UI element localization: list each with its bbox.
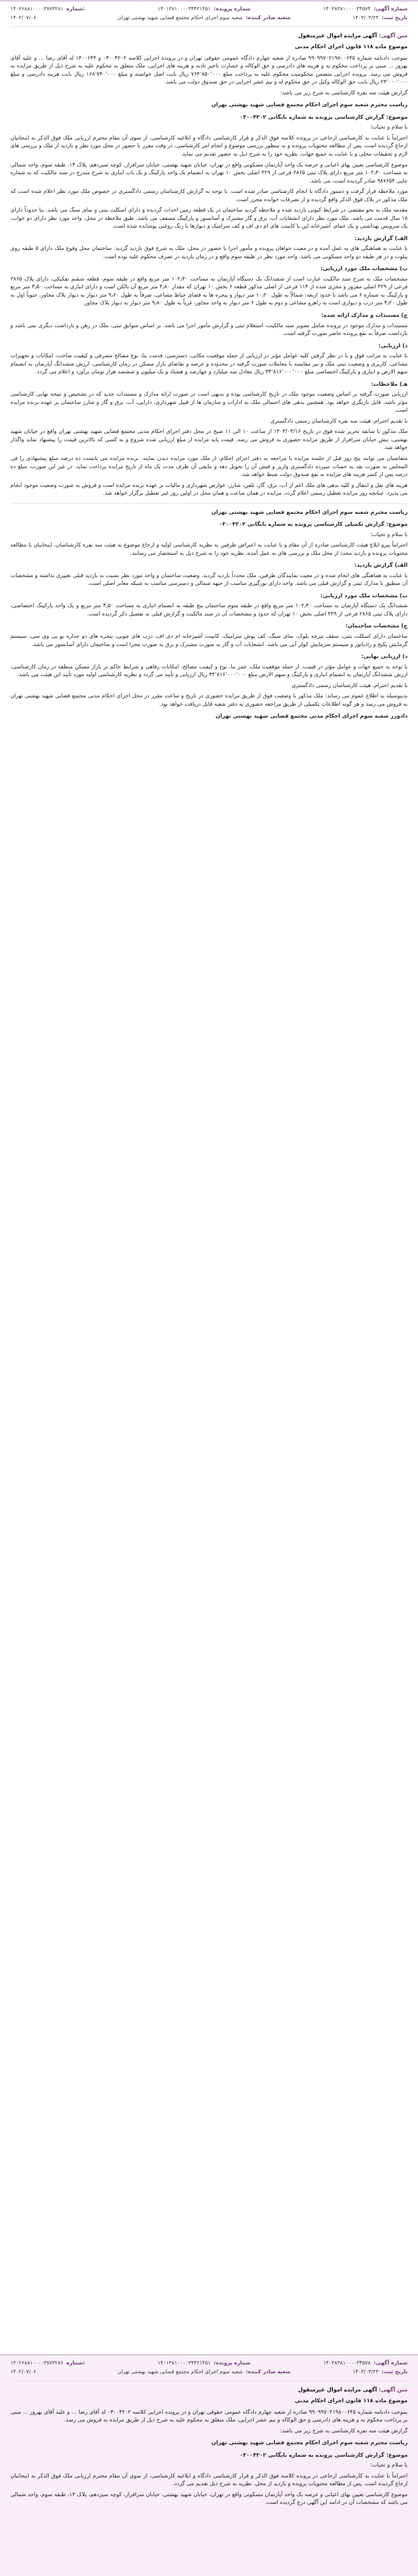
file-number: ۱۴۰۱۳۸۱۰۰۰۰۳۴۴۲۱۴۵۱ (158, 6, 211, 12)
notice-title: آگهی مزایده اموال غیرمنقول (298, 32, 377, 39)
notice-topic: موضوع ماده ۱۱۸ قانون اجرای احکام مدنی (295, 44, 408, 50)
paragraph: احتراماً پیرو ابلاغ هیئت کارشناسی صادره از آن مقام و با عنایت به اعتراض طرفین به نظریه کارشناسی اولیه و ارجاع موضوع به هیئت سه نفره کارشناسان، اینجانبان با مطالعه محتویات پرونده و بازدید مجدد از محل ملک و بررسی های به عمل آمده، نظریه خود را به شرح ذیل به استحضار می رسانند. (10, 542, 408, 556)
report-subject: موضوع: گزارش کارشناسی پرونده به شماره بایگانی ۰۳۰۰۴۲۰۲ (240, 2452, 408, 2458)
notice-header-left (10, 2360, 85, 2376)
notice-header-center (118, 2360, 291, 2376)
section-heading: ب) مشخصات ملک مورد ارزیابی: (321, 592, 408, 599)
report-subject: موضوع: گزارش تکمیلی کارشناسی پرونده به شماره بایگانی ۰۳۰۰۴۲۰۲ (219, 521, 408, 528)
notice-header-right (323, 2360, 408, 2376)
paragraph: احتراماً با عنایت به کارشناسی ارجاعی در پرونده کلاسه فوق الذکر و قرار کارشناسی دادگاه و ابلاغیه کارشناسی، از سوی آن مقام محترم ارزیابی ملک فوق الذکر به اینجانبان ارجاع گردیده است. پس از مطالعه محتویات پرونده و بازدید از محل، نظریه به شرح ذیل تقدیم می گردد. (10, 2472, 408, 2487)
file-number: ۱۴۰۱۳۸۱۰۰۰۰۳۴۴۲۱۴۵۱ (158, 2360, 211, 2366)
paragraph: ارزیابی صورت گرفته بر اساس وضعیت موجود ملک در تاریخ کارشناسی بوده و بدیهی است در صورت ارائه مدارک و مستندات جدید که در تشخیص و نتیجه نهایی کارشناسی مؤثر باشد، قابل بازنگری خواهد بود. همچنین بدهی های احتمالی ملک به ادارات و سازمان ها از قبیل شهرداری، دارایی، آب، برق و گاز و شارژ ساختمان بر عهده برنده مزایده است. (10, 391, 408, 414)
report-subject: موضوع: گزارش کارشناسی پرونده به شماره بایگانی ۰۳۰۰۴۲۰۲ (240, 114, 408, 120)
signature: دادورز شعبه سوم اجرای احکام مدنی مجتمع قضایی شهید بهشتی تهران (215, 713, 408, 720)
paragraph: احتراماً با عنایت به کارشناسی ارجاعی در پرونده کلاسه فوق الذکر و قرار کارشناسی دادگاه و ابلاغیه کارشناسی، از سوی آن مقام محترم ارزیابی ملک فوق الذکر به اینجانبان ارجاع گردیده است. پس از مطالعه محتویات پرونده و به منظور بررسی موضوع و انجام امر کارشناسی، در وقت مقرر با حضور در محل مورد نظر و بازدید از ملک و بررسی های لازم و تحقیقات محلی و با عنایت به جمیع جهات، نظریه خود را به شرح ذیل به حضور تقدیم می نماید. (10, 134, 408, 157)
notice-text-label: متن آگهی: (379, 2386, 408, 2393)
paragraph: ملک مذکور با سابقه تحریر شده فوق در تاریخ ۱۴۰۳/۰۴/۱۶ از ساعت ۱۰ الی ۱۱ صبح در محل دفتر اجرای احکام مدنی مجتمع قضایی شهید بهشتی تهران واقع در خیابان شهید بهشتی، نبش خیابان سرافراز از طریق مزایده حضوری به فروش می رسد. قیمت پایه مزایده از مبلغ ارزیابی شده شروع و به کسی که بالاترین قیمت را پیشنهاد نماید واگذار خواهد شد. (10, 428, 408, 451)
paragraph: مستندات و مدارک موجود در پرونده شامل تصویر سند مالکیت، استعلام ثبتی و گزارش مأمور اجرا می باشد. بر اساس سوابق ثبتی، ملک در رهن و بازداشت دیگری نمی باشد و بازداشت صرفاً به نفع پرونده حاضر صورت گرفته است. (10, 322, 408, 337)
section-heading: الف) گزارش بازدید: (354, 562, 408, 569)
paragraph: با تقدیم احترام، هیئت سه نفره کارشناسان رسمی دادگستری (270, 417, 408, 424)
paragraph: مورد ملاحظه قرار گرفت و دستور دادگاه با انجام کارشناسی صادر شده است. با توجه به گزارش کارشناسان رسمی دادگستری در خصوص ملک مورد نظر اعلام شده است که ملک مذکور در پلاک فوق الذکر واقع گردیده و از تصرفات خوانده محرز است. (10, 188, 408, 203)
reference-number: ۱۴۰۲۶۸۸۱۰۰۰۰۳۷۷۳۲۸۱ (10, 6, 64, 12)
issuing-branch: شعبه سوم اجرای احکام مجتمع قضایی شهید بهشتی تهران (117, 15, 243, 21)
section-heading: ج) مشخصات ساختمان: (345, 623, 408, 629)
addressee: ریاست محترم شعبه سوم اجرای احکام مجتمع قضایی شهید بهشتی تهران (211, 2440, 408, 2446)
file-number-label: شماره پرونده: (214, 2360, 251, 2366)
notice-number-label: شماره آگهی: (373, 6, 408, 12)
reference-number-label: شماره: (66, 2360, 86, 2366)
paragraph: مشخصات ملک به شرح سند مالکیت عبارت است از ششدانگ یک دستگاه آپارتمان به مساحت ۱۰۲٫۴۰ متر مربع واقع در طبقه سوم، قطعه ششم تفکیکی، دارای پلاک ۲۸۶۵ فرعی از ۴۲۹ اصلی مفروز و مجزی شده از ۱۱۴ فرعی از اصلی مذکور قطعه ۶ بخش ۱۰ تهران که مقدار ۴٫۸۰ متر مربع آن بالکن است و دارای انباری به مساحت ۳٫۵۰ متر مربع و پارکینگ به شماره ۶ می باشد با حدود اربعه: شمالاً به طول ۱۰٫۲۰ متر دیوار و پنجره ها به فضای حیاط مشاعی، شرقاً به طول ۹٫۶۰ متر دیوار به دیوار پلاک مجاور، جنوباً اول به طول ۴٫۲۰ متر درب و دیواری است به راهرو مشاعی و دوم به طول ۶ متر دیوار به واحد مجاور، غرباً به طول ۹٫۸۰ متر دیوار به دیوار پلاک مجاور. (10, 275, 408, 306)
notice-subject (10, 2386, 408, 2395)
paragraph: بموجب دادنامه شماره ۹۹۰۹۹۷۰۲۱۹۸۰۰۶۴۵ صادره از شعبه چهارم دادگاه عمومی حقوقی تهران و در پرونده اجرایی کلاسه ۰۳۰۰۴۲۰۲ و ۱۴۰۰۶۴۴ له آقای رضا ... و علیه آقای بهروز ... مبنی بر پرداخت محکوم به و هزینه های دادرسی و حق الوکاله و خسارت تاخیر تادیه و هزینه های اجرایی، ملک متعلق به محکوم علیه به شرح ذیل از طریق مزایده به فروش می رسد. پرونده اجرایی متضمن محکومیت محکوم علیه به پرداخت مبلغ ۷۶۴٬۸۵۰٬۰۰۰ ریال بابت اصل خواسته و مبلغ ۱۶۸٬۷۴۰٬۰۰۰ ریال بابت هزینه دادرسی و مبلغ ۲۴٬۰۰۰٬۰۰۰ ریال بابت حق الوکاله وکیل در حق محکوم له و نیم عشر اجرایی در حق صندوق دولت می باشد. (10, 54, 408, 86)
notice-header-right (323, 6, 408, 22)
section-heading: ج) مستندات و مدارک ارائه شده: (321, 312, 408, 318)
paragraph: مقدمه ملک به نحو مقتضی در شرایط کنونی بازدید شده و ملاحظه گردید ساختمان در یک قطعه زمین احداث گردیده و دارای اسکلت بتنی و نمای سنگ می باشد. بنا حدوداً دارای ۱۸ سال قدمت می باشد. ملک مورد نظر دارای انشعابات آب، برق و گاز مشترک و آسانسور و پارکینگ مسقف می باشد. طبق ملاحظه در محل، واحد مورد نظر دارای دو خواب، یک سرویس بهداشتی و یک حمام، آشپزخانه اپن با کابینت های ام دی اف و کف سرامیک و دیوارها با رنگ روغنی پوشانده شده است. (10, 207, 408, 230)
paragraph: با تقدیم احترام، هیئت کارشناسان رسمی دادگستری (291, 682, 408, 689)
registration-date-label: تاریخ ثبت: (381, 15, 408, 21)
registration-date: ۱۴۰۳/۰۳/۲۳ (353, 15, 379, 21)
section-heading: ب) مشخصات ملک مورد ارزیابی: (321, 265, 408, 272)
section-heading: د) ارزیابی: (378, 342, 408, 349)
registration-date-label: تاریخ ثبت: (381, 2369, 408, 2375)
file-number-label: شماره پرونده: (214, 6, 251, 12)
paragraph: ششدانگ یک دستگاه آپارتمان به مساحت ۱۰۲٫۴۰ متر مربع واقع در طبقه سوم ساختمان پنج طبقه به انضمام انباری به مساحت ۳٫۵۰ متر مربع و یک واحد پارکینگ اختصاصی، دارای پلاک ثبتی ۲۸۶۵ فرعی از ۴۲۹ اصلی بخش ۱۰ تهران که حدود و مشخصات آن در سند مالکیت و گزارش قبلی به تفصیل ذکر گردیده است. (10, 603, 408, 617)
notice-header (10, 2356, 408, 2381)
notice-header-left (10, 6, 85, 22)
reference-date: ۱۴۰۲/۰۷/۰۶ (10, 2369, 36, 2375)
notice-subject (10, 32, 408, 40)
reference-date: ۱۴۰۲/۰۷/۰۶ (10, 15, 36, 21)
reference-number: ۱۴۰۲۶۸۸۱۰۰۰۰۳۷۷۳۲۸۶ (10, 2360, 64, 2366)
paragraph: ساختمان دارای اسکلت بتنی، سقف تیرچه بلوک، نمای سنگ، کف پوش سرامیک، کابینت آشپزخانه ام دی اف، درب های چوبی، پنجره های دو جداره یو پی وی سی، سیستم گرمایش پکیج و رادیاتور و سیستم سرمایش کولر آبی می باشد. انشعابات آب و گاز به صورت مشترک و برق به صورت مجزا است و ساختمان دارای آسانسور می باشد. (10, 633, 408, 648)
paragraph: بدینوسیله به اطلاع عموم می رساند: ملک مذکور با وضعیت فوق از طریق مزایده حضوری در تاریخ و ساعت مقرر در محل اجرای احکام مدنی مجتمع قضایی شهید بهشتی تهران به فروش می رسد و هر گونه اطلاعات تکمیلی از طریق مراجعه حضوری به دفتر شعبه قابل دریافت خواهد بود. (10, 693, 408, 707)
paragraph: با توجه به جمیع جهات و عوامل مؤثر در قیمت، از جمله موقعیت ملک، عمر بنا، نوع و کیفیت مصالح، امکانات رفاهی و شرایط حاکم بر بازار مسکن منطقه در زمان کارشناسی، ارزش ششدانگ آپارتمان به انضمام انباری و پارکینگ و سهم الارض مبلغ ۳۴٬۸۱۶٬۰۰۰٬۰۰۰ ریال ارزیابی و تأیید می گردد و نظریه کارشناسی اولیه مورد تأیید این هیئت می باشد. (10, 663, 408, 678)
issuing-branch-label: شعبه صادر کننده: (245, 2369, 291, 2375)
notice-number: ۱۴۰۳۸۳۸۱۰۰۰۰۳۴۵۷۴ (323, 6, 371, 12)
notice-2 (0, 2354, 418, 2576)
paragraph: موضوع کارشناسی تعیین بهای اعیانی و عرصه یک واحد آپارتمان مسکونی واقع در تهران، خیابان شهید بهشتی، خیابان سرافراز، کوچه سیزدهم، پلاک ۱۴، طبقه سوم، واحد شمالی به مساحت ۱۰۲٫۴۰ متر مربع دارای پلاک ثبتی ۲۸۶۵ فرعی از ۴۲۹ اصلی بخش ۱۰ تهران به انضمام یک واحد پارکینگ و یک باب انباری به شرح مندرج در سند مالکیت که به شماره چاپی ۹۸۷۶۵۴ صادر گردیده است، می باشد. (10, 161, 408, 184)
addressee: ریاست محترم شعبه سوم اجرای احکام مجتمع قضایی شهید بهشتی تهران (211, 102, 408, 108)
section-heading: هـ) ملاحظات: (371, 381, 408, 387)
notice-title: آگهی مزایده اموال غیرمنقول (298, 2386, 377, 2393)
paragraph: گزارش هیئت سه نفره کارشناسی به شرح زیر می باشد: (280, 2427, 408, 2434)
salutation: با سلام و تحیات؛ (370, 531, 408, 538)
paragraph: با عنایت به هماهنگی های انجام شده و در معیت نمایندگان طرفین، ملک مجدداً بازدید گردید. وضعیت ساختمان و واحد مورد نظر نسبت به بازدید قبلی تغییری نداشته و مشخصات آن منطبق با مدارک ثبتی و گزارش قبلی می باشد. واحد دارای نورگیری مناسب از جبهه شمالی و دسترسی مناسب به شبکه معابر اصلی است. (10, 572, 408, 587)
notice-number-label: شماره آگهی: (373, 2360, 408, 2366)
notice-text-label: متن آگهی: (379, 32, 408, 39)
issuing-branch-label: شعبه صادر کننده: (245, 15, 291, 21)
notice-number: ۱۴۰۳۸۳۸۱۰۰۰۰۳۴۵۷۸ (323, 2360, 371, 2366)
reference-number-label: شماره: (66, 6, 86, 12)
registration-date: ۱۴۰۳/۰۳/۲۳ (353, 2369, 379, 2375)
paragraph: گزارش هیئت سه نفره کارشناسی به شرح زیر می باشد: (280, 89, 408, 96)
paragraph: متقاضیان می توانند پنج روز قبل از جلسه مزایده با مراجعه به دفتر اجرای احکام، از ملک مورد مزایده دیدن نمایند. برنده مزایده می بایست ده درصد مبلغ پیشنهادی را فی المجلس به صورت نقد به حساب سپرده دادگستری واریز و فیش آن را تحویل دهد و مابقی آن ظرف مدت یک ماه از تاریخ مزایده پرداخت نماید. در غیر این صورت، مبلغ ده درصد پس از کسر هزینه های مزایده به نفع صندوق دولت ضبط خواهد شد. (10, 455, 408, 478)
section-heading: الف) گزارش بازدید: (354, 235, 408, 242)
issuing-branch: شعبه سوم اجرای احکام مجتمع قضایی شهید بهشتی تهران (117, 2369, 243, 2375)
addressee: ریاست محترم شعبه سوم اجرای احکام مجتمع قضایی شهید بهشتی تهران (211, 509, 408, 515)
paragraph: با عنایت به هماهنگی های به عمل آمده و در معیت خواهان پرونده و مأمور اجرا با حضور در محل، ملک به شرح فوق بازدید گردید. ساختمان محل وقوع ملک دارای ۵ طبقه روی پیلوت و در هر طبقه دو واحد مسکونی می باشد. واحد مورد نظر در طبقه سوم واقع و در زمان بازدید در تصرف محکوم علیه بوده است. (10, 245, 408, 260)
section-heading: د) ارزیابی نهایی: (361, 653, 408, 660)
notice-topic: موضوع ماده ۱۱۸ قانون اجرای احکام مدنی (295, 2398, 408, 2404)
paragraph: بموجب دادنامه شماره ۹۹۰۹۹۷۰۲۱۹۸۰۰۶۴۵ صادره از شعبه چهارم دادگاه عمومی حقوقی تهران و در پرونده اجرایی کلاسه ۰۳۰۰۴۲۰۲ له آقای رضا ... و علیه آقای بهروز ... مبنی بر پرداخت محکوم به و هزینه های دادرسی و حق الوکاله و نیم عشر اجرایی، ملک متعلق به محکوم علیه به شرح ذیل از طریق مزایده به فروش می رسد. (10, 2409, 408, 2424)
salutation: با سلام و تحیات؛ (370, 124, 408, 131)
notice-header-center (118, 6, 291, 22)
salutation: با سلام و تحیات؛ (370, 2462, 408, 2469)
paragraph: هزینه های نقل و انتقال و کلیه بدهی های ملک اعم از آب، برق، گاز، تلفن، شارژ، عوارض شهرداری و مالیات بر عهده برنده مزایده است و فروش به صورت وضعیت موجود انجام می پذیرد. چنانچه روز مزایده تعطیل رسمی اعلام گردد، مزایده در همان ساعت و همان محل در اولین روز غیر تعطیل برگزار خواهد شد. (10, 482, 408, 497)
paragraph: با عنایت به مراتب فوق و با در نظر گرفتن کلیه عوامل مؤثر در ارزیابی از جمله موقعیت مکانی، دسترسی، قدمت بنا، نوع مصالح مصرفی و کیفیت ساخت، امکانات و تجهیزات مشاعی، کاربری و وضعیت ثبتی ملک و نیز مقایسه با معاملات صورت گرفته در محدوده و عرضه و تقاضای بازار مسکن در زمان کارشناسی، ارزش ششدانگ آپارتمان به انضمام سهم الارض و انباری و پارکینگ اختصاصی مبلغ ۳۴٬۸۱۶٬۰۰۰٬۰۰۰ ریال معادل سه میلیارد و چهارصد و هشتاد و یک میلیون و ششصد هزار تومان برآورد و اعلام می گردد. (10, 353, 408, 375)
fade-overlay (0, 2560, 418, 2576)
paragraph: موضوع کارشناسی تعیین بهای اعیانی و عرصه یک واحد آپارتمان مسکونی واقع در تهران، خیابان شهید بهشتی، خیابان سرافراز، کوچه سیزدهم، پلاک ۱۴، طبقه سوم، واحد شمالی می باشد که مشخصات آن در ادامه این آگهی درج گردیده است. (10, 2491, 408, 2506)
notice-header (10, 2, 408, 27)
